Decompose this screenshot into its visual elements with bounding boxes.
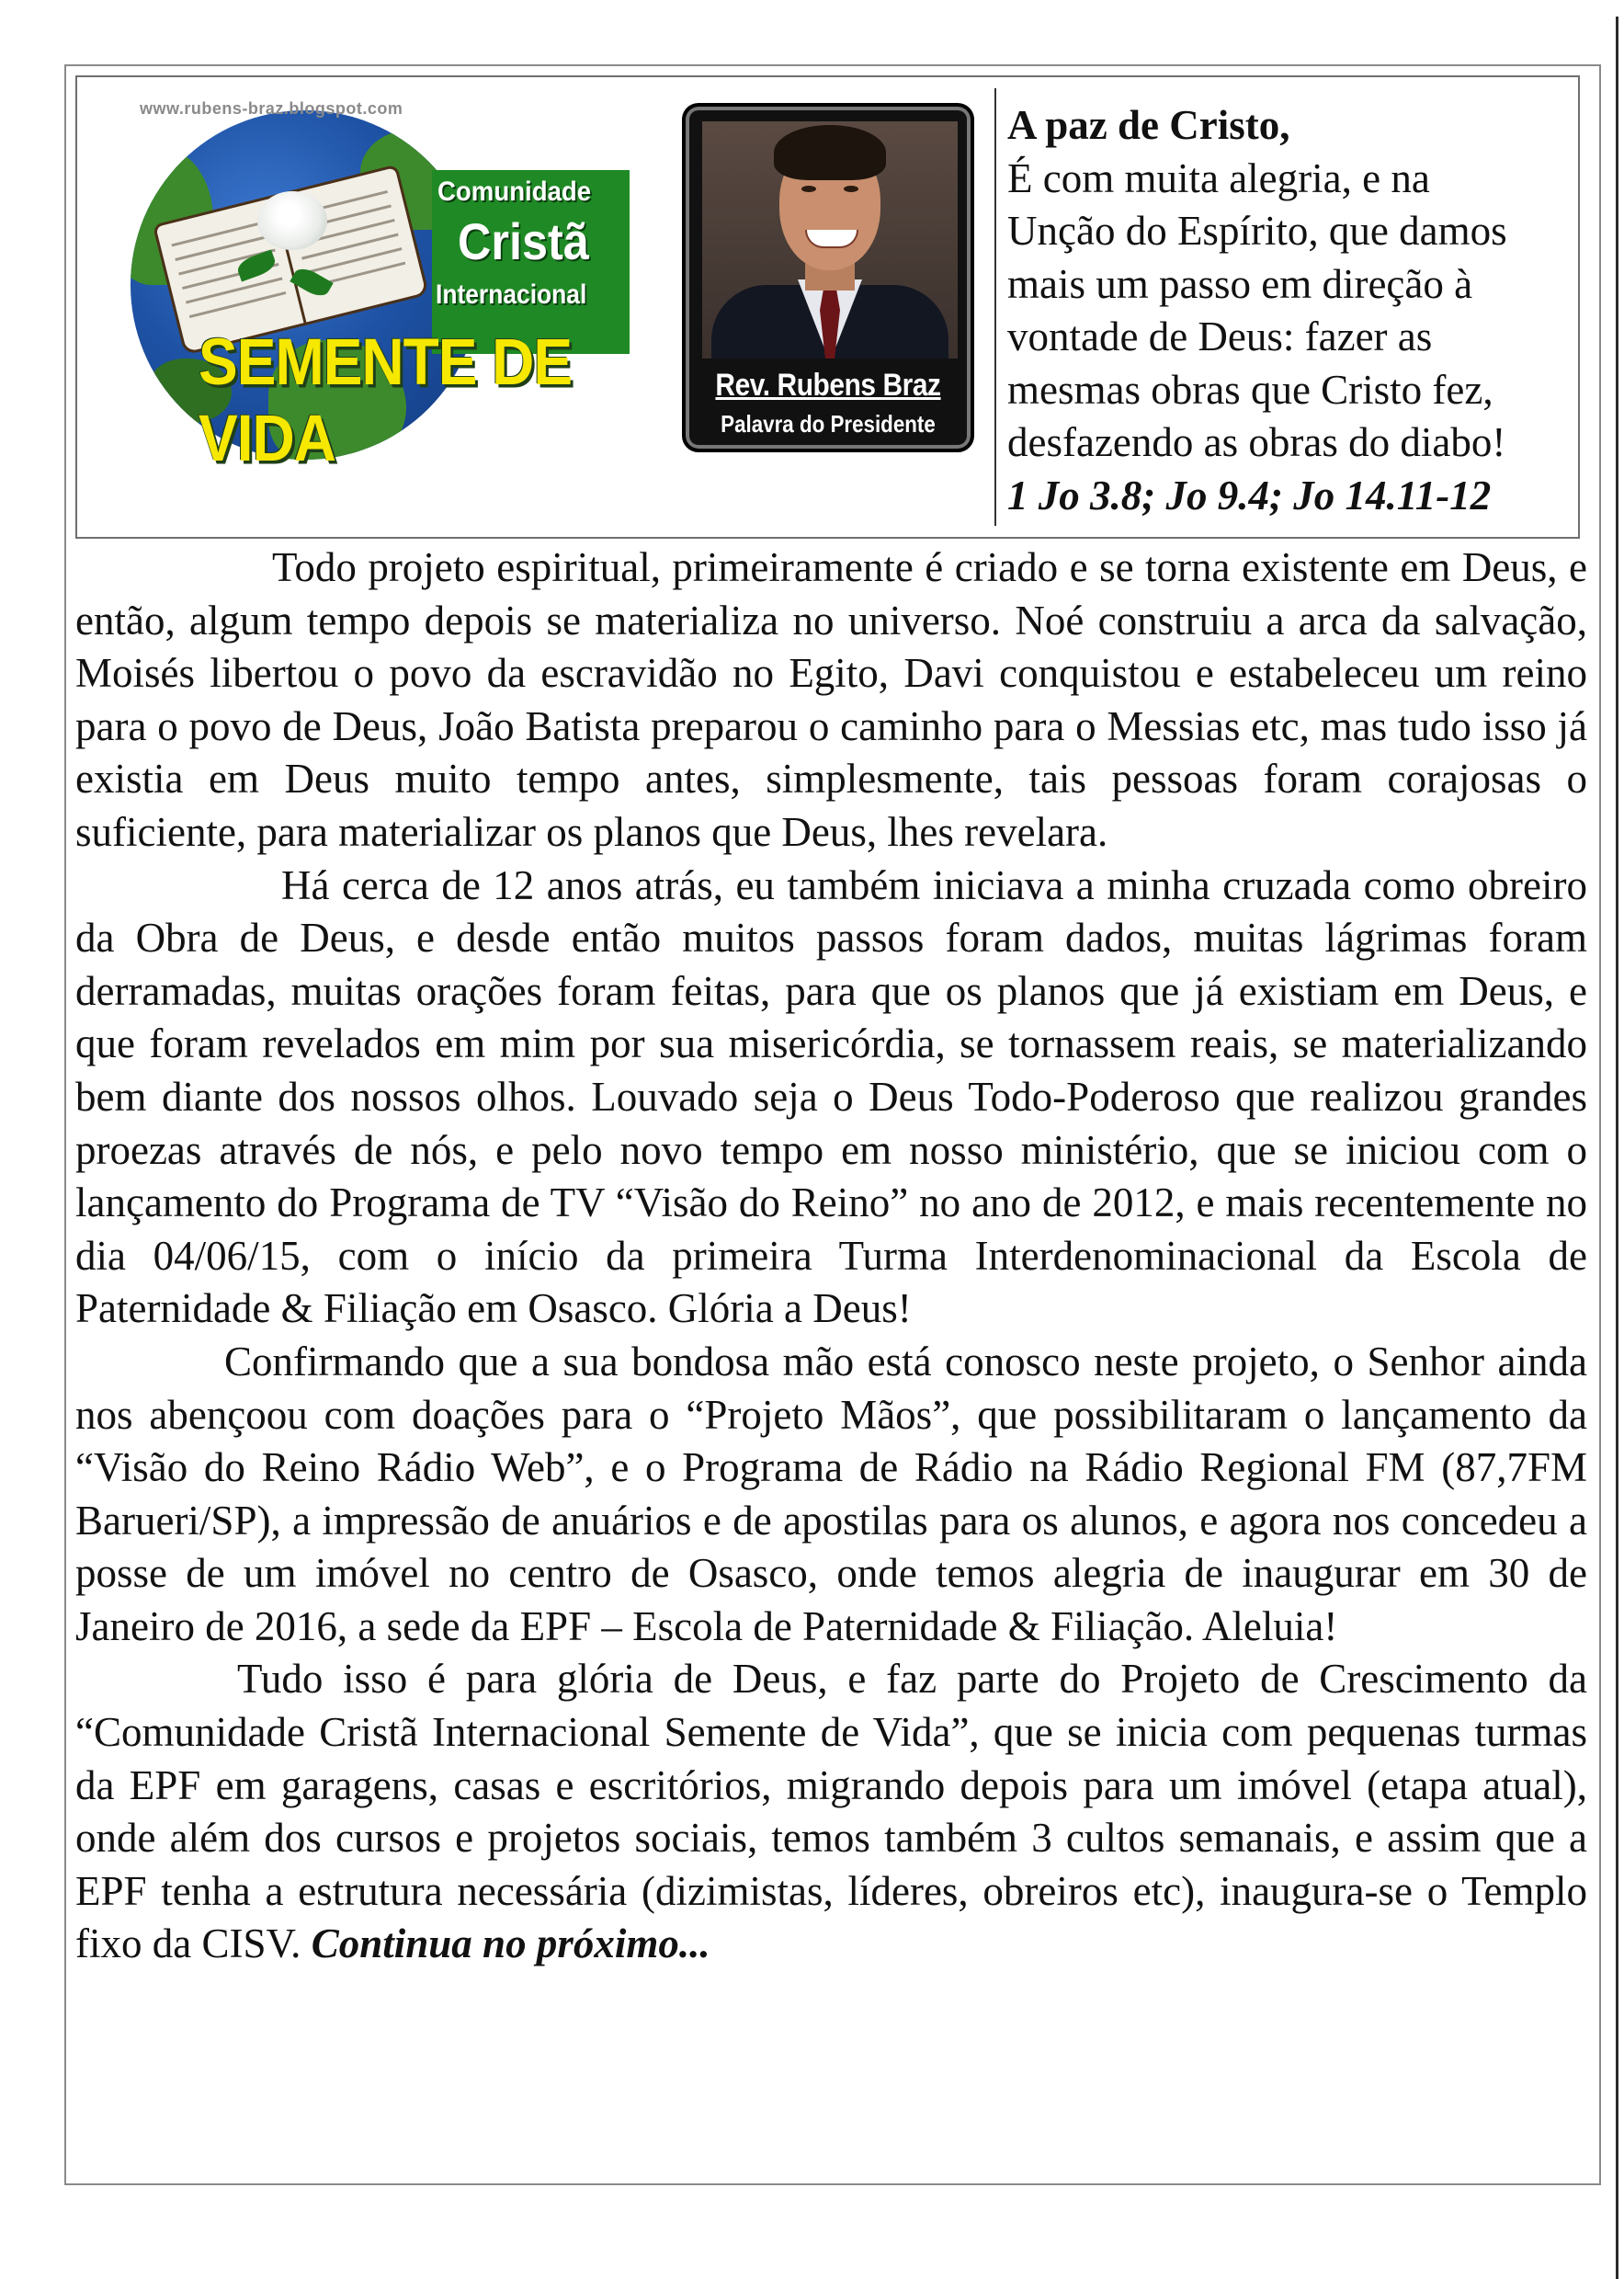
greeting-line: vontade de Deus: fazer as xyxy=(1007,313,1433,359)
logo-word-semente-de-vida: SEMENTE DE VIDA xyxy=(199,325,573,475)
president-portrait-badge xyxy=(682,103,974,452)
greeting-line: Unção do Espírito, que damos xyxy=(1007,208,1507,254)
article-paragraph-text: Tudo isso é para glória de Deus, e faz parte do Projeto de Crescimento da “Comunidade Cristã Internacional Semente de Vida”, que se inicia com pequenas turmas da EPF em garagens, casas e escritórios, migrando depois para um imóvel (etapa atual), onde além dos cursos e projetos sociais, temos também 3 cultos semanais, e assim que a EPF tenha a estrutura necessária (dizimistas, líderes, obreiros etc), inaugura-se o Templo fixo da CISV. xyxy=(75,1656,1587,1967)
logo-word-comunidade: Comunidade xyxy=(437,177,592,207)
article-paragraph-last xyxy=(75,1653,1587,1971)
greeting-line: mesmas obras que Cristo fez, xyxy=(1007,366,1493,413)
greeting-title: A paz de Cristo, xyxy=(1007,102,1290,148)
continue-note: Continua no próximo... xyxy=(311,1920,710,1967)
greeting-block xyxy=(1007,99,1577,522)
article-paragraph: Há cerca de 12 anos atrás, eu também iniciava a minha cruzada como obreiro da Obra de Deus, e desde então muitos passos foram dados, muitas lágrimas foram derramadas, muitas orações foram feitas, para que os planos que já existiam em Deus, e que foram revelados em mim por sua misericórdia, se tornassem reais, se materializando bem diante dos nossos olhos. Louvado seja o Deus Todo-Poderoso que realizou grandes proezas através de nós, e pelo novo tempo em nosso ministério, que se iniciou com o lançamento do Programa de TV “Visão do Reino” no ano de 2012, e mais recentemente no dia 04/06/15, com o início da primeira Turma Interdenominacional da Escola de Paternidade & Filiação em Osasco. Glória a Deus! xyxy=(75,861,1587,1332)
president-name: Rev. Rubens Braz xyxy=(715,368,941,403)
greeting-line: mais um passo em direção à xyxy=(1007,260,1473,307)
header-divider xyxy=(994,88,996,526)
article-paragraph: Todo projeto espiritual, primeiramente é criado e se torna existente em Deus, e então, algum tempo depois se materializa no universo. Noé construiu a arca da salvação, Moisés libertou o povo da escravidão no Egito, Davi conquistou e estabeleceu um reino para o povo de Deus, João Batista preparou o caminho para o Messias etc, mas tudo isso já existia em Deus muito tempo antes, simplesmente, tais pessoas foram corajosas o suficiente, para materializar os planos que Deus, lhes revelara. xyxy=(75,544,1587,855)
logo-word-internacional: Internacional xyxy=(436,279,587,310)
article-body xyxy=(75,541,1587,1971)
logo-url-text: www.rubens-braz.blogspot.com xyxy=(140,99,403,118)
page-edge-rule xyxy=(1616,17,1618,2279)
article-paragraph: Confirmando que a sua bondosa mão está conosco neste projeto, o Senhor ainda nos abençoou com doações para o “Projeto Mãos”, que possibilitaram o lançamento da “Visão do Reino Rádio Web”, e o Programa de Rádio na Rádio Regional FM (87,7FM Barueri/SP), a impressão de anuários e de apostilas para os alunos, e agora nos concedeu a posse de um imóvel no centro de Osasco, onde temos alegria de inaugurar em 30 de Janeiro de 2016, a sede da EPF – Escola de Paternidade & Filiação. Aleluia! xyxy=(75,1338,1587,1649)
president-photo xyxy=(702,121,958,359)
greeting-line: É com muita alegria, e na xyxy=(1007,154,1430,201)
ministry-logo xyxy=(129,92,643,478)
logo-word-crista: Cristã xyxy=(458,212,589,270)
greeting-line: desfazendo as obras do diabo! xyxy=(1007,419,1506,465)
scripture-reference: 1 Jo 3.8; Jo 9.4; Jo 14.11-12 xyxy=(1007,472,1492,518)
white-rose-icon xyxy=(257,191,327,250)
president-caption: Palavra do Presidente xyxy=(721,410,936,438)
